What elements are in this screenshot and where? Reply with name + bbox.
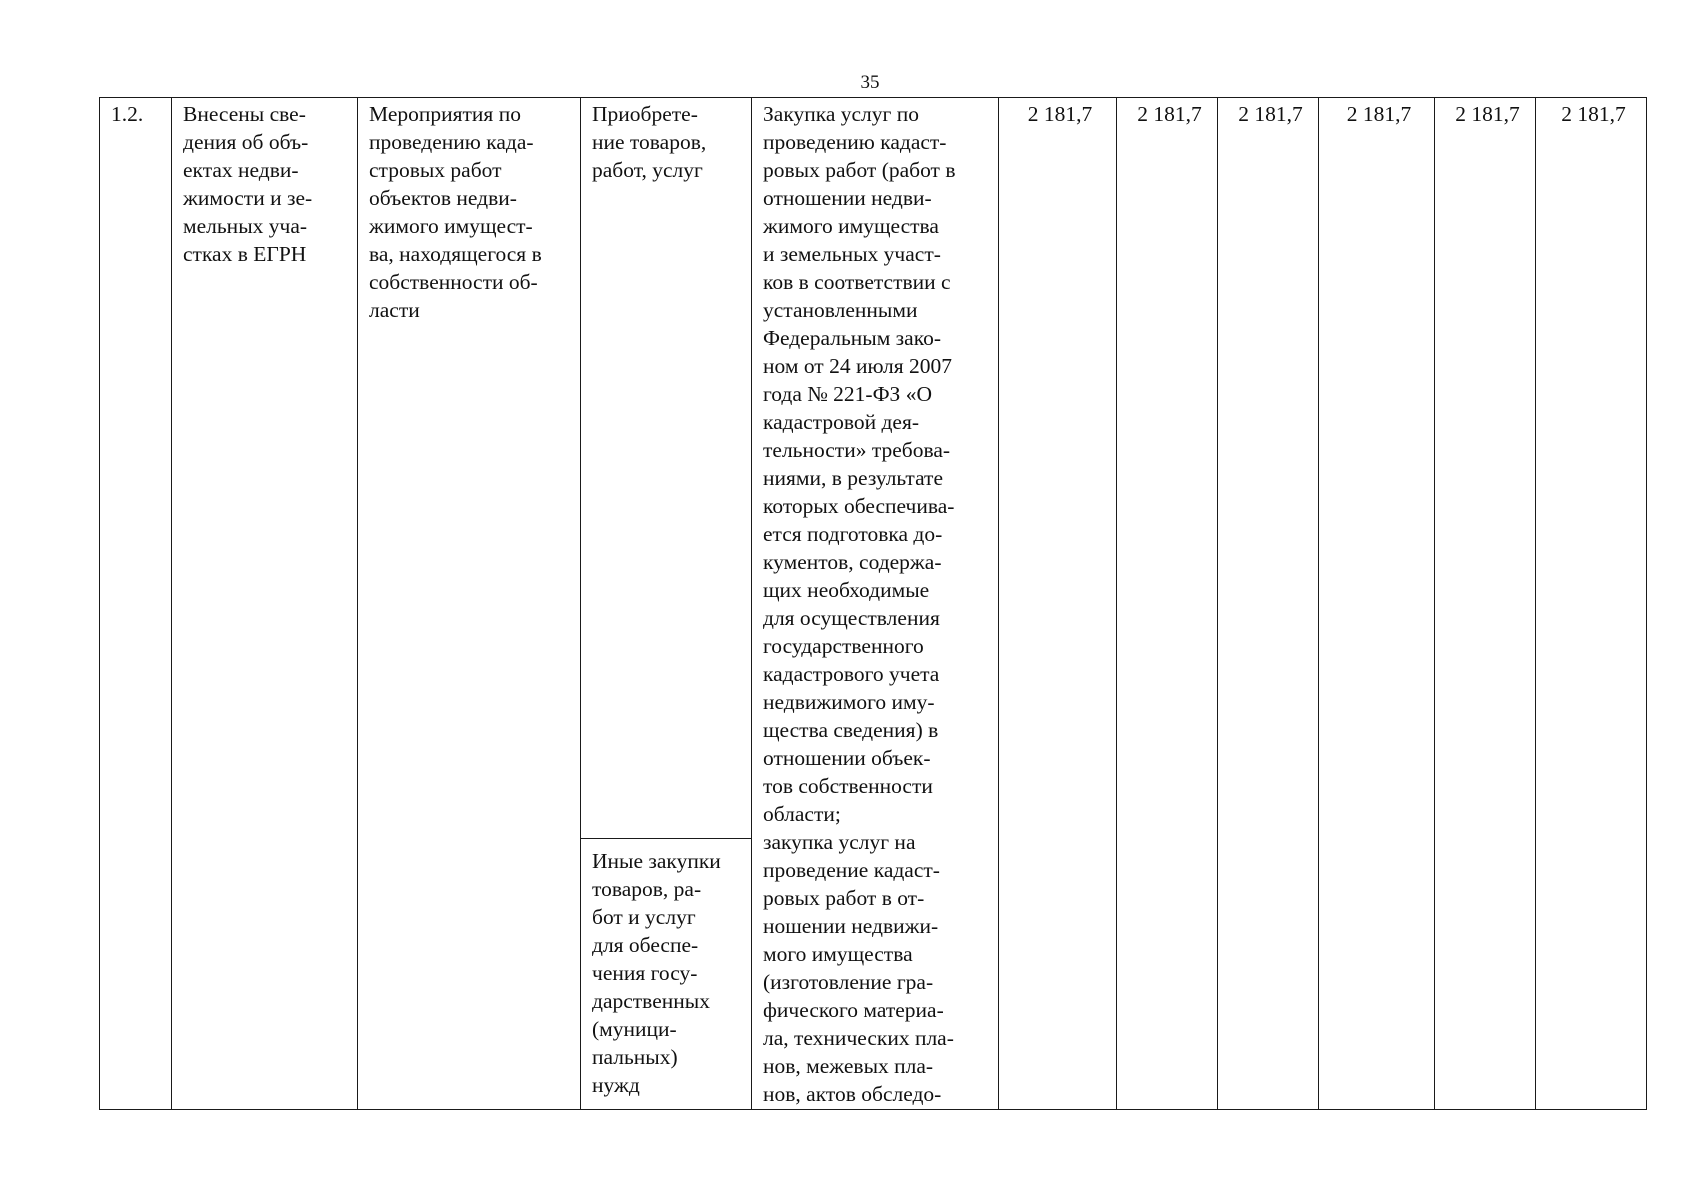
page-number: 35 <box>860 72 880 93</box>
description-text: Закупка услуг по проведению кадаст- ровых работ (работ в отношении недви- жимого имущества и земельных участ- ков в соответствии с установленными Федеральным зако- ном от 24 июля 2007 года № 221-ФЗ «О кадастровой дея- тельности» требова- ниями, в результате которых обеспечива- ется подготовка до- кументов, содержа- щих необходимые для осуществления государственного кадастрового учета недвижимого иму- щества сведения) в отношении объек- тов собственности области; закупка услуг на проведение кадаст- ровых работ в от- ношении недвижи- мого имущества (изготовление гра- фического материа- ла, технических пла- нов, межевых пла- нов, актов обследо- <box>763 102 956 1106</box>
value-cell <box>1117 98 1218 1110</box>
result-cell <box>172 98 358 1110</box>
value-cell <box>999 98 1117 1110</box>
description-cell <box>752 98 999 1110</box>
value-1: 2 181,7 <box>1027 102 1093 126</box>
value-cell <box>1319 98 1435 1110</box>
value-5: 2 181,7 <box>1455 102 1520 126</box>
row-number-cell <box>100 98 172 1110</box>
budget-table <box>99 97 1647 1110</box>
expense-kind-cell-2 <box>581 839 752 1110</box>
value-4: 2 181,7 <box>1346 102 1412 126</box>
event-cell <box>358 98 581 1110</box>
value-6: 2 181,7 <box>1561 102 1626 126</box>
value-2: 2 181,7 <box>1137 102 1202 126</box>
expense-kind-text-1: Приобрете- ние товаров, работ, услуг <box>592 102 707 182</box>
value-3: 2 181,7 <box>1238 102 1303 126</box>
value-cell <box>1536 98 1647 1110</box>
expense-kind-cell-1 <box>581 98 752 839</box>
result-text: Внесены све- дения об объ- ектах недви- жимости и зе- мельных уча- стках в ЕГРН <box>183 102 313 266</box>
row-number: 1.2. <box>111 102 144 126</box>
expense-kind-text-2: Иные закупки товаров, ра- бот и услуг для обеспе- чения госу- дарственных (муници- пальных) нужд <box>592 849 721 1097</box>
event-text: Мероприятия по проведению када- стровых работ объектов недви- жимого имущест- ва, находящегося в собственности об- ласти <box>369 102 542 322</box>
value-cell <box>1218 98 1319 1110</box>
table-row <box>100 98 1647 839</box>
value-cell <box>1435 98 1536 1110</box>
